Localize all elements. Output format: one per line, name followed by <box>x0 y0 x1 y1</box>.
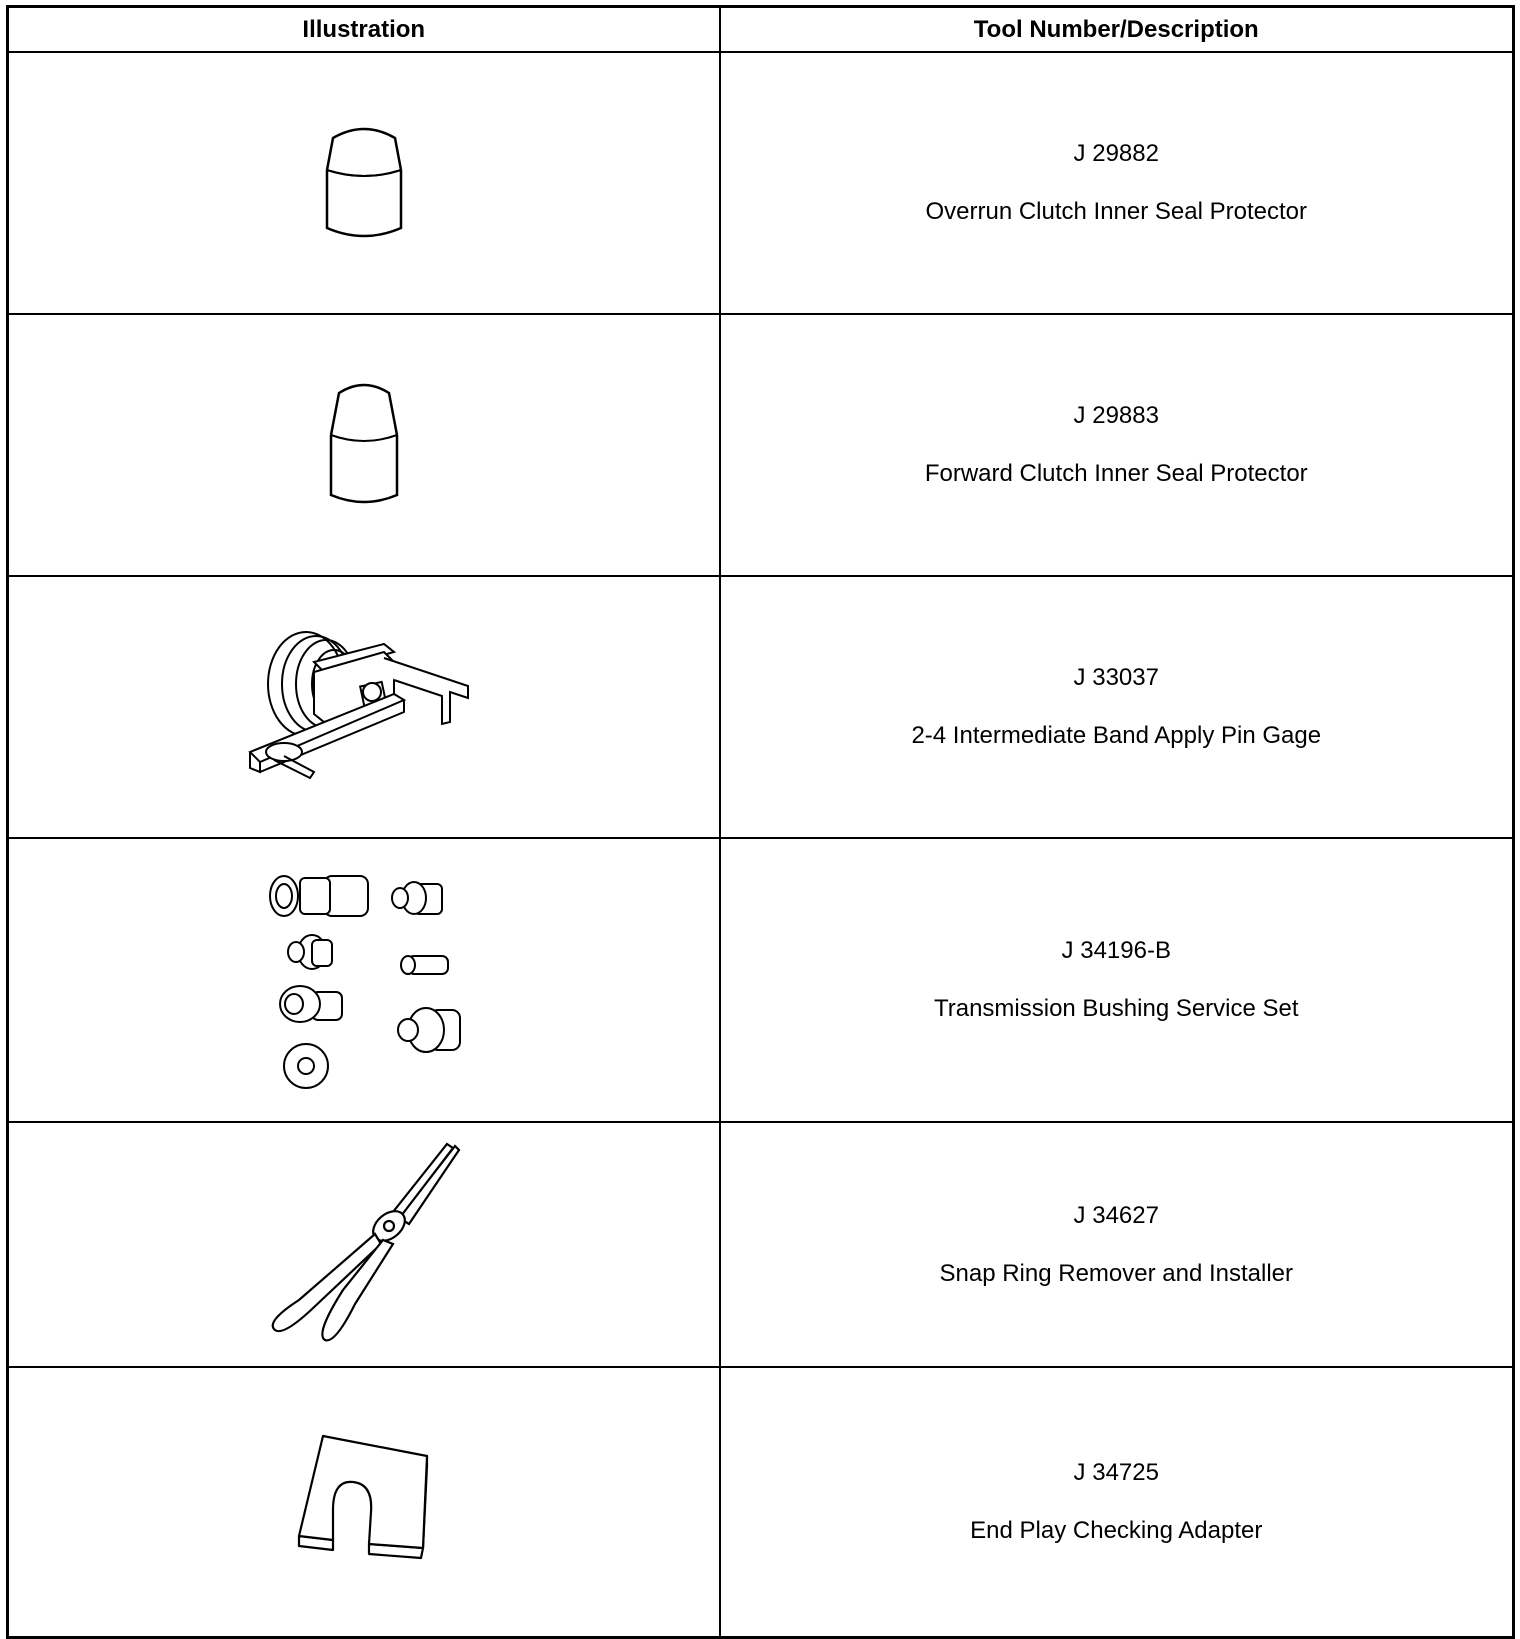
tool-number: J 34627 <box>1073 1201 1159 1229</box>
tool-number: J 29882 <box>1073 140 1159 167</box>
tool-number: J 29883 <box>1073 402 1159 429</box>
tool-description: 2-4 Intermediate Band Apply Pin Gage <box>911 722 1322 749</box>
description-cell <box>720 576 1514 838</box>
illustration-cell <box>8 838 720 1122</box>
header-tool-number: Tool Number/Description <box>720 7 1514 53</box>
table-row <box>8 1122 1514 1367</box>
table-row <box>8 52 1514 314</box>
pin-gage-icon <box>244 622 484 792</box>
description-cell <box>720 838 1514 1122</box>
illustration-cell <box>8 1367 720 1637</box>
table-row <box>8 838 1514 1122</box>
seal-protector-icon <box>319 375 409 515</box>
tool-number: J 34196-B <box>1061 937 1171 964</box>
tool-description: Forward Clutch Inner Seal Protector <box>924 460 1308 487</box>
tool-description: Overrun Clutch Inner Seal Protector <box>925 198 1307 225</box>
bushing-set-icon <box>264 870 464 1090</box>
table-header-row <box>8 7 1514 53</box>
table-row <box>8 1367 1514 1637</box>
snap-ring-pliers-icon <box>259 1140 469 1350</box>
seal-protector-icon <box>319 118 409 248</box>
illustration-cell <box>8 314 720 576</box>
description-cell <box>720 314 1514 576</box>
table-row <box>8 576 1514 838</box>
illustration-cell <box>8 52 720 314</box>
description-cell <box>720 1122 1514 1367</box>
description-cell <box>720 1367 1514 1637</box>
table-row <box>8 314 1514 576</box>
tool-description: Transmission Bushing Service Set <box>933 995 1299 1022</box>
header-illustration: Illustration <box>8 7 720 53</box>
illustration-cell <box>8 576 720 838</box>
illustration-cell <box>8 1122 720 1367</box>
end-play-adapter-icon <box>289 1432 439 1572</box>
tool-number: J 34725 <box>1073 1458 1159 1486</box>
description-cell <box>720 52 1514 314</box>
tool-table <box>6 5 1515 1639</box>
tool-number: J 33037 <box>1073 664 1159 691</box>
tool-description: Snap Ring Remover and Installer <box>939 1259 1294 1287</box>
tool-description: End Play Checking Adapter <box>970 1516 1263 1544</box>
